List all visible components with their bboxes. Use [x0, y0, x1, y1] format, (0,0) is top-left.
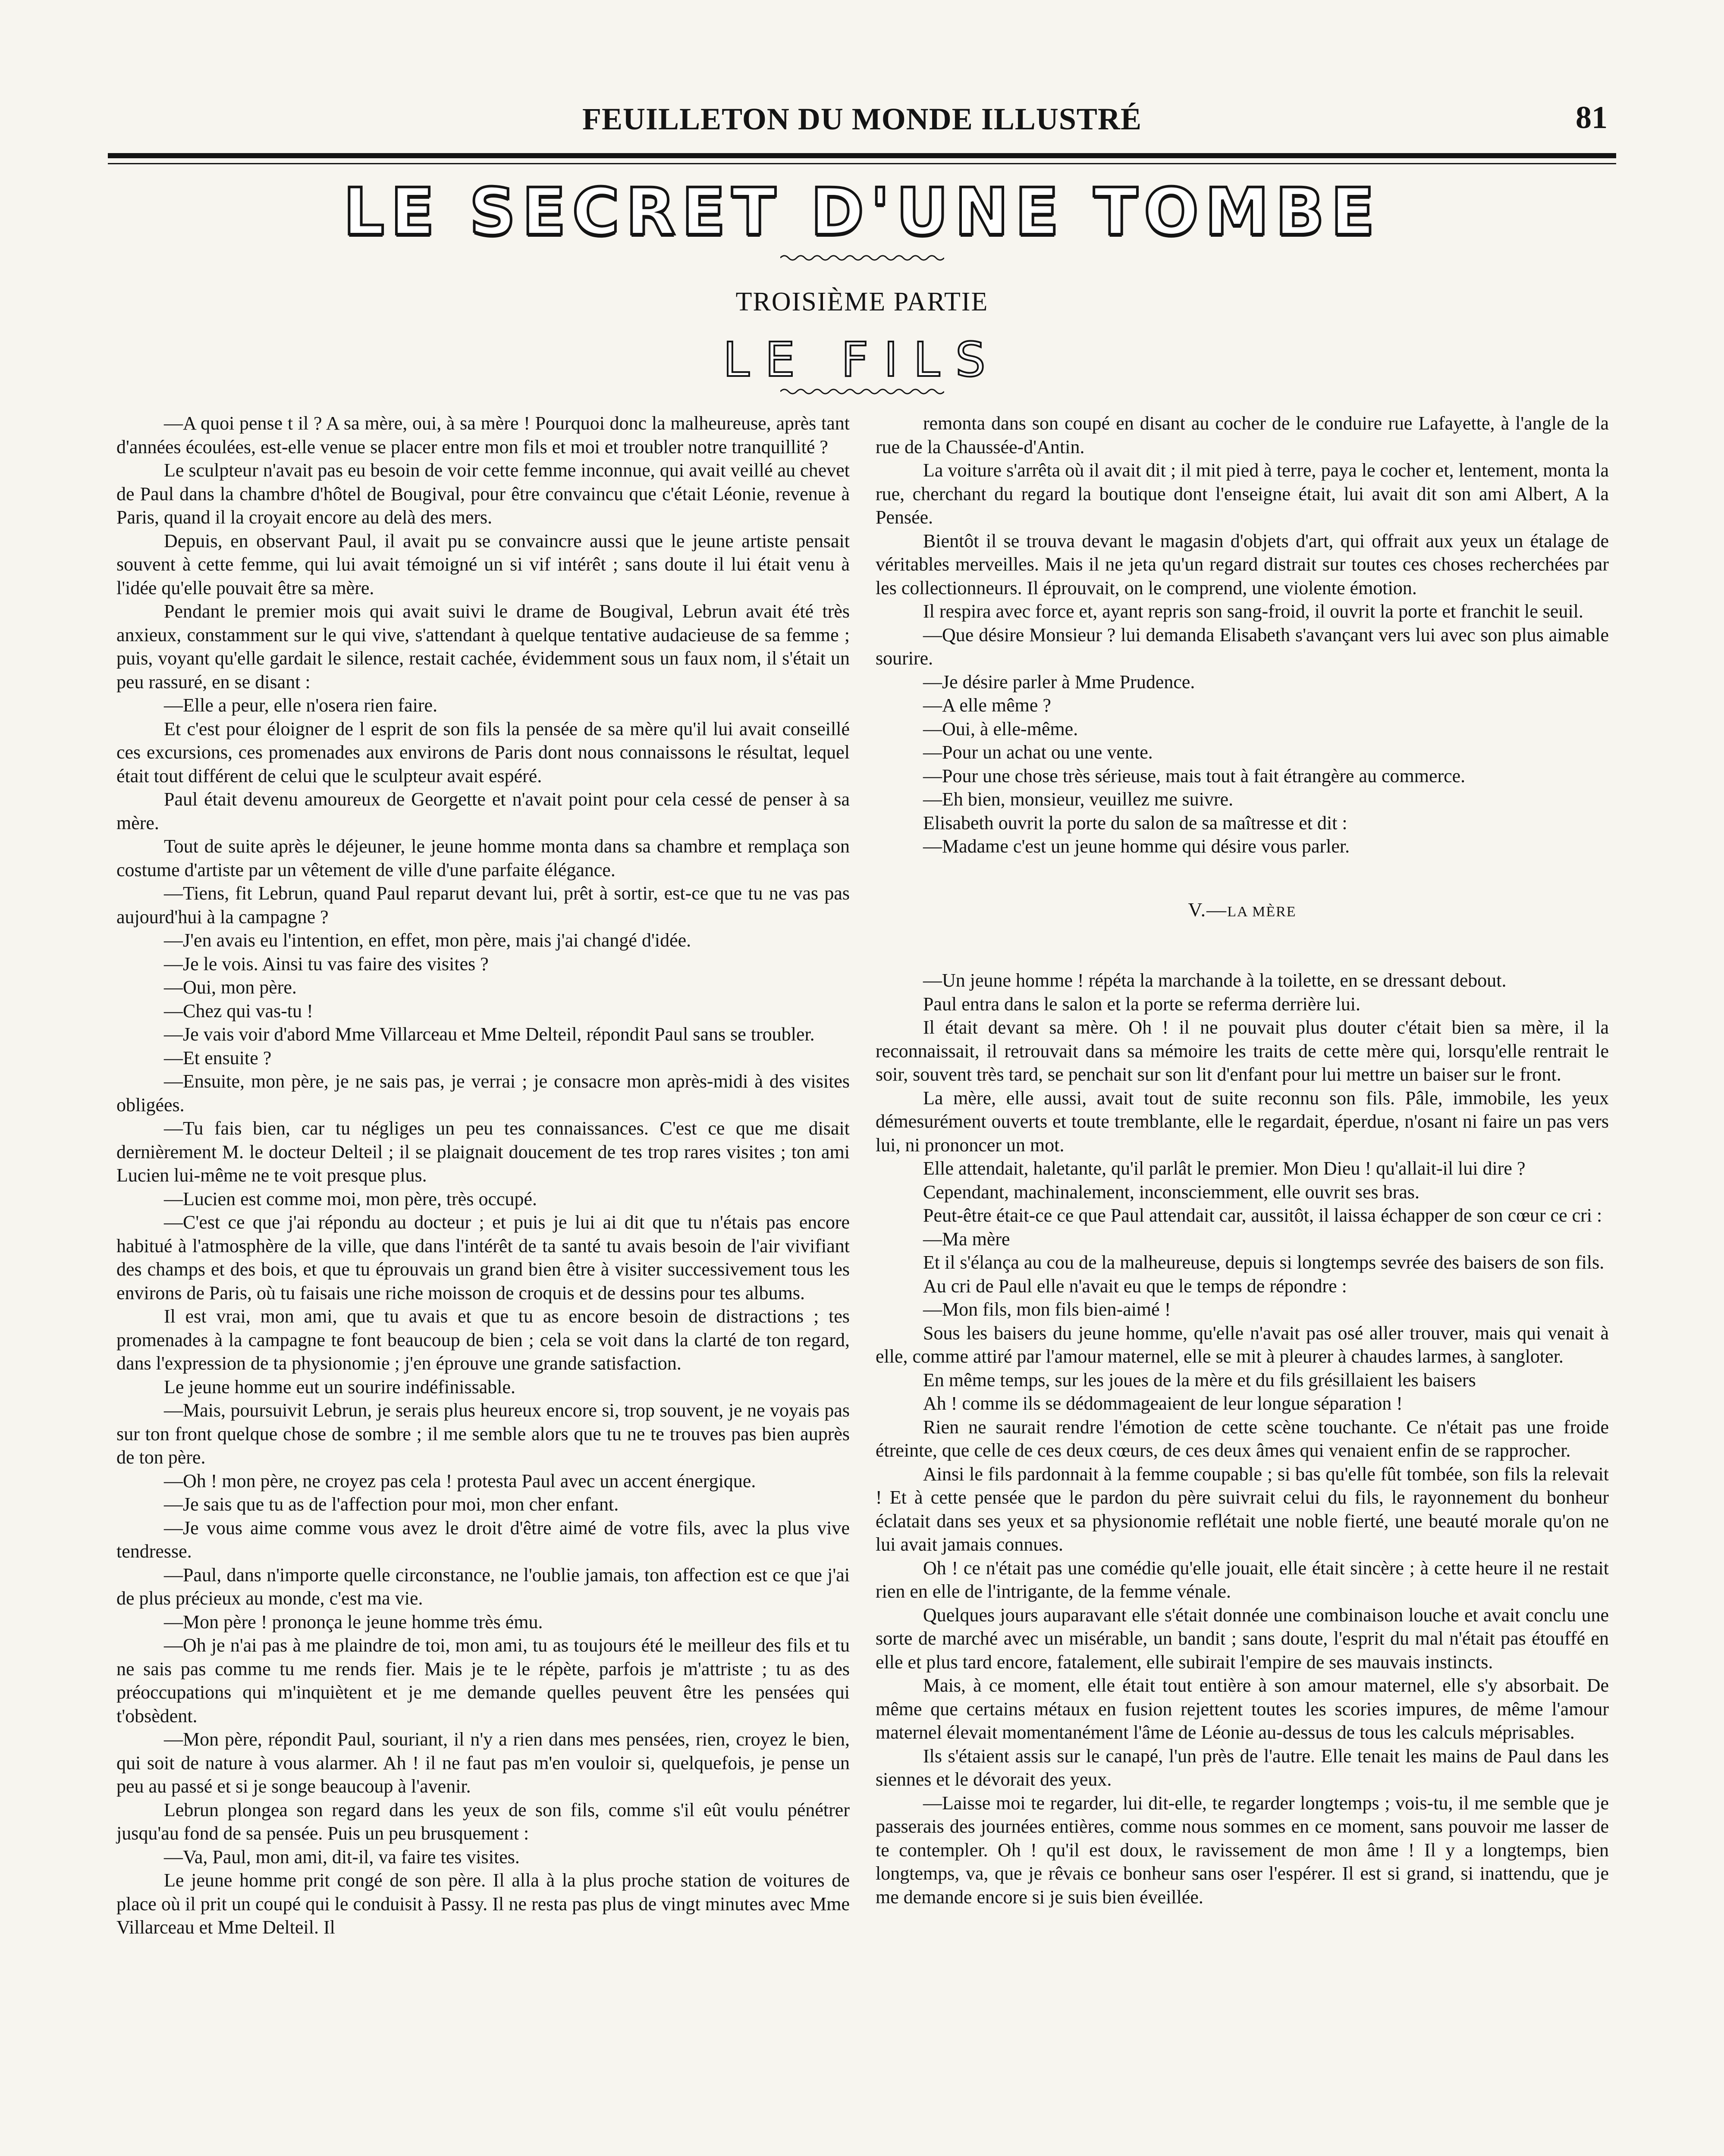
- paragraph: —A quoi pense t il ? A sa mère, oui, à sa mère ! Pourquoi donc la malheureuse, après tant d'années écoulées, est-elle venue se placer entre mon fils et moi et troubler notre tranquillité ?: [116, 413, 850, 458]
- part-title: LE FILS: [723, 332, 1001, 387]
- paragraph: —Oh je n'ai pas à me plaindre de toi, mon ami, tu as toujours été le meilleur des fils et tu ne sais pas comme tu me rends fier. Mais je te le répète, parfois je m'attriste ; tu as des préoccupations qui m'inquiètent et je me demande quelles peuvent être les pensées qui t'obsèdent.: [116, 1635, 850, 1727]
- paragraph: Sous les baisers du jeune homme, qu'elle n'avait pas osé aller trouver, mais qui venait à elle, comme attiré par l'amour maternel, elle se mit à pleurer à chaudes larmes, à sangloter.: [876, 1322, 1609, 1367]
- paragraph: —Mon père ! prononça le jeune homme très ému.: [164, 1611, 543, 1633]
- ornament-squiggle: [0, 386, 1724, 399]
- right-column-bottom: [876, 969, 1609, 1909]
- paragraph: —J'en avais eu l'intention, en effet, mon père, mais j'ai changé d'idée.: [164, 930, 691, 951]
- chapter-number: V.—: [1188, 898, 1228, 921]
- paragraph: Bientôt il se trouva devant le magasin d'objets d'art, qui offrait aux yeux un étalage de véritables merveilles. Mais il ne jeta qu'un regard distrait sur toutes ces choses recherchées par les collectionneurs. Il éprouvait, on le comprend, une violente émotion.: [876, 530, 1609, 599]
- running-title: FEUILLETON DU MONDE ILLUSTRÉ: [582, 102, 1142, 136]
- paragraph: —Ma mère: [923, 1228, 1010, 1250]
- paragraph: Pendant le premier mois qui avait suivi le drame de Bougival, Lebrun avait été très anxieux, constamment sur le qui vive, s'attendant à quelque tentative audacieuse de sa femme ; puis, voyant qu'elle gardait le silence, restait cachée, évidemment sous un faux nom, il s'était un peu rassuré, en se disant :: [116, 601, 850, 693]
- paragraph: Et il s'élança au cou de la malheureuse, depuis si longtemps sevrée des baisers de son fils.: [923, 1252, 1605, 1273]
- chapter-heading: [876, 898, 1609, 924]
- paragraph: Paul entra dans le salon et la porte se referma derrière lui.: [923, 993, 1360, 1015]
- paragraph: Le jeune homme prit congé de son père. Il alla à la plus proche station de voitures de place où il prit un coupé qui le conduisit à Passy. Il ne resta pas plus de vingt minutes avec Mme Villarceau et Mme Delteil. Il: [116, 1870, 850, 1938]
- paragraph: Quelques jours auparavant elle s'était donnée une combinaison louche et avait conclu une sorte de marché avec un misérable, un bandit ; sans doute, l'esprit du mal n'était pas étouffé en elle et plus tard encore, fatalement, elle subirait l'empire de ses mauvais instincts.: [876, 1604, 1609, 1673]
- right-column-top: [876, 412, 1609, 859]
- paragraph: —Et ensuite ?: [164, 1047, 272, 1069]
- paragraph: —Madame c'est un jeune homme qui désire vous parler.: [923, 836, 1350, 857]
- paragraph: —Je désire parler à Mme Prudence.: [923, 671, 1195, 693]
- paragraph: Le sculpteur n'avait pas eu besoin de voir cette femme inconnue, qui avait veillé au chevet de Paul dans la chambre d'hôtel de Bougival, pour être convaincu que c'était Léonie, revenue à Paris, quand il la croyait encore au delà des mers.: [116, 460, 850, 528]
- paragraph: —Un jeune homme ! répéta la marchande à la toilette, en se dressant debout.: [923, 970, 1507, 991]
- paragraph: Lebrun plongea son regard dans les yeux de son fils, comme s'il eût voulu pénétrer jusqu'au fond de sa pensée. Puis un peu brusquement :: [116, 1799, 850, 1844]
- paragraph: Elisabeth ouvrit la porte du salon de sa maîtresse et dit :: [923, 812, 1347, 834]
- paragraph: —Mon fils, mon fils bien-aimé !: [923, 1299, 1171, 1320]
- left-column: [116, 412, 850, 1940]
- paragraph: —Oui, mon père.: [164, 977, 297, 998]
- header-rule-thin: [108, 163, 1616, 164]
- paragraph: Rien ne saurait rendre l'émotion de cette scène touchante. Ce n'était pas une froide étreinte, que celle de ces deux cœurs, de ces deux âmes qui venaient enfin de se rapprocher.: [876, 1416, 1609, 1461]
- paragraph: Paul était devenu amoureux de Georgette et n'avait point pour cela cessé de penser à sa mère.: [116, 789, 850, 834]
- paragraph: —Va, Paul, mon ami, dit-il, va faire tes visites.: [164, 1846, 520, 1868]
- paragraph: Au cri de Paul elle n'avait eu que le temps de répondre :: [923, 1275, 1347, 1297]
- paragraph: Oh ! ce n'était pas une comédie qu'elle jouait, elle était sincère ; à cette heure il ne restait rien en elle de l'intrigante, de la femme vénale.: [876, 1557, 1609, 1602]
- paragraph: —Oh ! mon père, ne croyez pas cela ! protesta Paul avec un accent énergique.: [164, 1470, 756, 1492]
- paragraph: —Chez qui vas-tu !: [164, 1000, 313, 1022]
- paragraph: Il était devant sa mère. Oh ! il ne pouvait plus douter c'était bien sa mère, il la reconnaissait, il retrouvait dans sa mémoire les traits de cette mère qui, lorsqu'elle rentrait le soir, souvent très tard, se penchait sur son lit d'enfant pour lui mettre un baiser sur le front.: [876, 1017, 1609, 1085]
- paragraph: —Paul, dans n'importe quelle circonstance, ne l'oublie jamais, ton affection est ce que j'ai de plus précieux au monde, c'est ma vie.: [116, 1564, 850, 1609]
- paragraph: —Ensuite, mon père, je ne sais pas, je verrai ; je consacre mon après-midi à des visites obligées.: [116, 1071, 850, 1116]
- right-column: [876, 412, 1609, 1909]
- paragraph: Elle attendait, haletante, qu'il parlât le premier. Mon Dieu ! qu'allait-il lui dire ?: [923, 1158, 1526, 1179]
- paragraph: —Eh bien, monsieur, veuillez me suivre.: [923, 789, 1234, 810]
- paragraph: Cependant, machinalement, inconsciemment, elle ouvrit ses bras.: [923, 1181, 1419, 1203]
- page-header: [108, 97, 1616, 144]
- paragraph: Tout de suite après le déjeuner, le jeune homme monta dans sa chambre et remplaça son costume d'artiste par un vêtement de ville d'une parfaite élégance.: [116, 836, 850, 881]
- header-rule-thick: [108, 153, 1616, 158]
- paragraph: Et c'est pour éloigner de l esprit de son fils la pensée de sa mère qu'il lui avait conseillé ces excursions, ces promenades aux environs de Paris dont nous connaissons le résultat, lequel était tout différent de celui que le sculpteur avait espéré.: [116, 718, 850, 787]
- part-label: TROISIÈME PARTIE: [735, 287, 989, 317]
- paragraph: —Pour une chose très sérieuse, mais tout à fait étrangère au commerce.: [923, 765, 1466, 787]
- paragraph: Peut-être était-ce ce que Paul attendait car, aussitôt, il laissa échapper de son cœur ce cri :: [923, 1205, 1602, 1226]
- paragraph: —Je vais voir d'abord Mme Villarceau et Mme Delteil, répondit Paul sans se troubler.: [164, 1024, 815, 1045]
- chapter-title: LA MÈRE: [1227, 903, 1297, 920]
- paragraph: La mère, elle aussi, avait tout de suite reconnu son fils. Pâle, immobile, les yeux démesurément ouverts et toute tremblante, elle le regardait, éperdue, n'osant ni faire un pas vers lui, ni prononcer un mot.: [876, 1087, 1609, 1156]
- paragraph: Depuis, en observant Paul, il avait pu se convaincre aussi que le jeune artiste pensait souvent à cette femme, qui lui avait témoigné un si vif intérêt ; sans doute il lui était venu à l'idée qu'elle pouvait être sa mère.: [116, 530, 850, 599]
- paragraph: —Tiens, fit Lebrun, quand Paul reparut devant lui, prêt à sortir, est-ce que tu ne vas pas aujourd'hui à la campagne ?: [116, 883, 850, 928]
- paragraph: —Mon père, répondit Paul, souriant, il n'y a rien dans mes pensées, rien, croyez le bien, qui soit de nature à vous alarmer. Ah ! il ne faut pas m'en vouloir si, quelquefois, je pense un peu au passé et si je songe beaucoup à l'avenir.: [116, 1729, 850, 1797]
- paragraph: Il est vrai, mon ami, que tu avais et que tu as encore besoin de distractions ; tes promenades à la campagne te font beaucoup de bien ; cela se voit dans la clarté de ton regard, dans l'expression de ta physionomie ; j'en éprouve une grande satisfaction.: [116, 1306, 850, 1374]
- paragraph: Ils s'étaient assis sur le canapé, l'un près de l'autre. Elle tenait les mains de Paul dans les siennes et le dévorait des yeux.: [876, 1745, 1609, 1790]
- feuilleton-title: LE SECRET D'UNE TOMBE: [343, 175, 1381, 250]
- ornament-squiggle: [0, 252, 1724, 266]
- paragraph: Le jeune homme eut un sourire indéfinissable.: [164, 1376, 515, 1398]
- paragraph: Ah ! comme ils se dédommageaient de leur longue séparation !: [923, 1393, 1403, 1414]
- paragraph: —Elle a peur, elle n'osera rien faire.: [164, 695, 438, 716]
- paragraph: —Oui, à elle-même.: [923, 718, 1078, 740]
- paragraph: La voiture s'arrêta où il avait dit ; il mit pied à terre, paya le cocher et, lentement, monta la rue, cherchant du regard la boutique dont l'enseigne était, lui avait dit son ami Albert, A la Pensée.: [876, 460, 1609, 528]
- page-number: 81: [1576, 100, 1608, 135]
- paragraph: —C'est ce que j'ai répondu au docteur ; et puis je lui ai dit que tu n'étais pas encore habitué à l'atmosphère de la ville, que dans l'intérêt de ta santé tu avais besoin de l'air vivifiant des champs et des bois, et que tu éprouvais un grand bien être à visiter successivement tous les environs de Paris, où tu faisais une riche moisson de croquis et de dessins pour tes albums.: [116, 1212, 850, 1304]
- paragraph: Mais, à ce moment, elle était tout entière à son amour maternel, elle s'y absorbait. De même que certains métaux en fusion rejettent toutes les scories impures, de même l'amour maternel élevait momentanément l'âme de Léonie au-dessus de tous les calculs méprisables.: [876, 1675, 1609, 1743]
- paragraph: —Que désire Monsieur ? lui demanda Elisabeth s'avançant vers lui avec son plus aimable sourire.: [876, 624, 1609, 669]
- paragraph: —Lucien est comme moi, mon père, très occupé.: [164, 1188, 537, 1210]
- paragraph: Il respira avec force et, ayant repris son sang-froid, il ouvrit la porte et franchit le seuil.: [923, 601, 1583, 622]
- paragraph: Ainsi le fils pardonnait à la femme coupable ; si bas qu'elle fût tombée, son fils la relevait ! Et à cette pensée que le pardon du père suivrait celui du fils, le rayonnement du bonheur éclatait dans ses yeux et sa physionomie reflétait une noble fierté, une beauté morale qu'on ne lui avait jamais connues.: [876, 1463, 1609, 1555]
- paragraph: En même temps, sur les joues de la mère et du fils grésillaient les baisers: [923, 1369, 1476, 1391]
- paragraph: —Laisse moi te regarder, lui dit-elle, te regarder longtemps ; vois-tu, il me semble que je passerais des journées entières, comme nous sommes en ce moment, sans pouvoir me lasser de te contempler. Oh ! qu'il est doux, le ravissement de mon âme ! Il y a longtemps, bien longtemps, va, que je rêvais ce bonheur sans oser l'espérer. Il est si grand, si inattendu, que je me demande encore si je suis bien éveillée.: [876, 1792, 1609, 1908]
- paragraph: —Tu fais bien, car tu négliges un peu tes connaissances. C'est ce que me disait dernièrement M. le docteur Delteil ; il se plaignait doucement de tes trop rares visites ; ton ami Lucien lui-même ne te voit presque plus.: [116, 1118, 850, 1186]
- paragraph: —Pour un achat ou une vente.: [923, 742, 1153, 763]
- paragraph: —Je sais que tu as de l'affection pour moi, mon cher enfant.: [164, 1494, 619, 1515]
- paragraph: —Mais, poursuivit Lebrun, je serais plus heureux encore si, trop souvent, je ne voyais pas sur ton front quelque chose de sombre ; il me semble alors que tu ne te trouves pas bien auprès de ton père.: [116, 1400, 850, 1468]
- paragraph: remonta dans son coupé en disant au cocher de le conduire rue Lafayette, à l'angle de la rue de la Chaussée-d'Antin.: [876, 413, 1609, 458]
- paragraph: —A elle même ?: [923, 695, 1051, 716]
- paragraph: —Je vous aime comme vous avez le droit d'être aimé de votre fils, avec la plus vive tendresse.: [116, 1517, 850, 1562]
- paragraph: —Je le vois. Ainsi tu vas faire des visites ?: [164, 953, 489, 975]
